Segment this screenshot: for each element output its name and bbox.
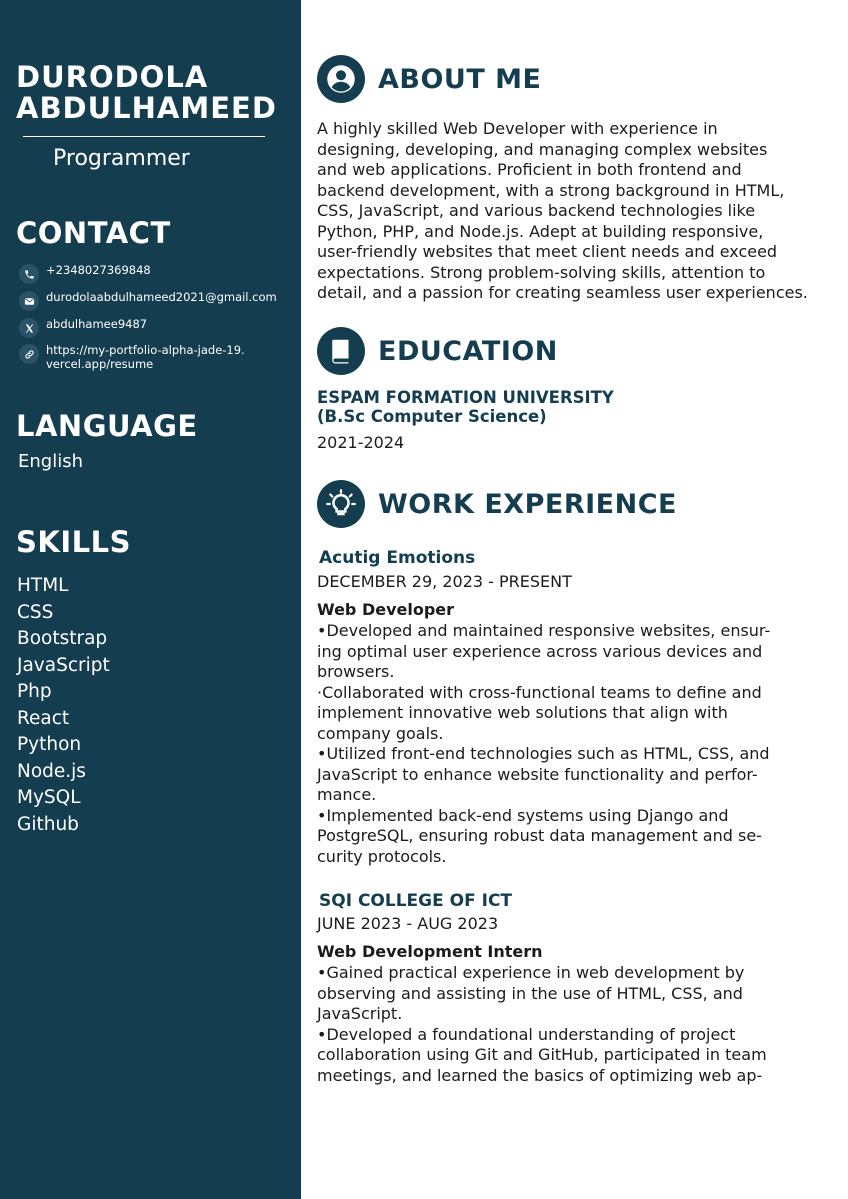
skill-item: HTML [17, 575, 69, 596]
duty-line: browsers. [317, 662, 395, 681]
user-icon [317, 55, 365, 103]
candidate-name [16, 62, 277, 124]
contact-website [19, 343, 245, 371]
duty-line: collaboration using Git and GitHub, participated in team [317, 1045, 767, 1064]
about-line: Python, PHP, and Node.js. Adept at building responsive, [317, 221, 764, 241]
duty-line: PostgreSQL, ensuring robust data management and se- [317, 826, 762, 845]
job-title: Web Developer [317, 600, 455, 619]
job-duties [317, 621, 807, 867]
email-address[interactable]: durodolaabdulhameed2021@gmail.com [46, 290, 277, 304]
duty-line: •Developed and maintained responsive websites, ensur- [317, 621, 771, 640]
duty-line: meetings, and learned the basics of optimizing web ap- [317, 1065, 763, 1085]
skill-item: Php [17, 681, 52, 702]
x-handle[interactable]: abdulhamee9487 [46, 317, 148, 331]
book-icon [317, 327, 365, 375]
school-name: ESPAM FORMATION UNIVERSITY [317, 388, 614, 407]
job-company: Acutig Emotions [319, 548, 476, 568]
job-title: Web Development Intern [317, 942, 543, 961]
about-line: CSS, JavaScript, and various backend technologies like [317, 201, 756, 220]
job-dates: JUNE 2023 - AUG 2023 [317, 914, 499, 933]
skill-item: Node.js [17, 760, 86, 782]
duty-line: curity protocols. [317, 846, 447, 866]
phone-icon [19, 264, 39, 284]
duty-line: •Implemented back-end systems using Django and [317, 805, 729, 825]
link-icon [19, 344, 39, 364]
x-logo-icon [19, 318, 39, 338]
about-line: detail, and a passion for creating seamless user experiences. [317, 283, 808, 302]
degree-name: (B.Sc Computer Science) [317, 407, 547, 426]
website-url-line-1: https://my-portfolio-alpha-jade-19. [46, 343, 245, 357]
contact-heading: CONTACT [16, 216, 171, 250]
skills-heading: SKILLS [16, 525, 131, 559]
contact-x [19, 317, 147, 338]
skills-list [17, 573, 110, 838]
skill-item: CSS [17, 601, 54, 623]
website-url[interactable] [46, 343, 245, 371]
name-line-1: DURODOLA [16, 60, 209, 94]
skill-item: React [17, 707, 70, 729]
duty-line: mance. [317, 785, 377, 804]
phone-number[interactable]: +2348027369848 [46, 263, 151, 277]
about-line: backend development, with a strong background in HTML, [317, 180, 785, 200]
education-header [317, 327, 558, 375]
work-header [317, 480, 677, 528]
duty-line: JavaScript to enhance website functionality and perfor- [317, 764, 758, 784]
education-school [317, 388, 614, 426]
language-item: English [18, 451, 83, 472]
about-line: designing, developing, and managing complex websites [317, 139, 768, 159]
duty-line: ing optimal user experience across various devices and [317, 641, 763, 661]
name-line-2: ABDULHAMEED [16, 91, 277, 125]
duty-line: •Gained practical experience in web development by [317, 963, 745, 982]
duty-line: implement innovative web solutions that align with [317, 703, 728, 722]
skill-item: MySQL [17, 787, 81, 808]
about-line: expectations. Strong problem-solving skills, attention to [317, 262, 766, 282]
language-heading: LANGUAGE [16, 409, 198, 443]
duty-line: •Utilized front-end technologies such as HTML, CSS, and [317, 744, 770, 763]
job-company: SQI COLLEGE OF ICT [319, 891, 513, 911]
about-line: A highly skilled Web Developer with experience in [317, 119, 718, 138]
about-text [317, 119, 841, 304]
lightbulb-icon [317, 480, 365, 528]
work-title: WORK EXPERIENCE [378, 488, 677, 520]
about-header [317, 55, 541, 103]
about-title: ABOUT ME [378, 63, 542, 95]
role-title: Programmer [53, 146, 190, 171]
skill-item: JavaScript [17, 654, 110, 676]
website-url-line-2: vercel.app/resume [46, 357, 154, 371]
duty-line: JavaScript. [317, 1004, 403, 1023]
duty-line: •Developed a foundational understanding of project [317, 1024, 736, 1044]
duty-line: company goals. [317, 723, 444, 743]
education-title: EDUCATION [378, 335, 558, 367]
duty-line: observing and assisting in the use of HTML, CSS, and [317, 983, 743, 1003]
about-line: user-friendly websites that meet client needs and exceed [317, 242, 778, 261]
contact-phone [19, 263, 151, 284]
education-years: 2021-2024 [317, 433, 405, 452]
skill-item: Python [17, 734, 82, 755]
duty-line: ·Collaborated with cross-functional teams to define and [317, 682, 762, 702]
name-divider [23, 136, 265, 137]
skill-item: Github [17, 813, 79, 835]
about-line: and web applications. Proficient in both frontend and [317, 160, 742, 179]
job-dates: DECEMBER 29, 2023 - PRESENT [317, 572, 572, 591]
sidebar [0, 0, 301, 1199]
job-duties [317, 963, 807, 1086]
skill-item: Bootstrap [17, 628, 108, 649]
email-icon [19, 291, 39, 311]
contact-email [19, 290, 277, 311]
